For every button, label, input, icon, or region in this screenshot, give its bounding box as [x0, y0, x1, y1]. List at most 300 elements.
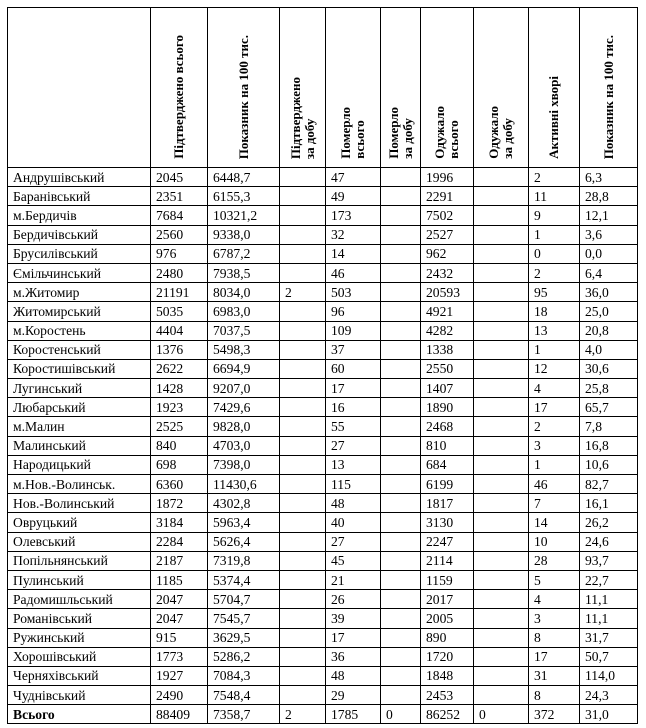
total-cell: 372: [529, 705, 580, 724]
table-cell: 28,8: [580, 187, 638, 206]
table-cell: [280, 455, 326, 474]
table-cell: [381, 494, 421, 513]
table-cell: [381, 647, 421, 666]
table-cell: 1773: [151, 647, 208, 666]
table-cell: 1: [529, 340, 580, 359]
table-cell: 9828,0: [208, 417, 280, 436]
table-cell: 5704,7: [208, 590, 280, 609]
table-cell: 14: [326, 244, 381, 263]
table-cell: 11430,6: [208, 475, 280, 494]
total-cell: 0: [474, 705, 529, 724]
table-cell: 6448,7: [208, 168, 280, 187]
total-cell: 1785: [326, 705, 381, 724]
table-cell: [474, 647, 529, 666]
table-cell: 10,6: [580, 455, 638, 474]
table-cell: 5626,4: [208, 532, 280, 551]
table-cell: [280, 168, 326, 187]
table-cell: 13: [326, 455, 381, 474]
total-cell: 88409: [151, 705, 208, 724]
total-cell: 7358,7: [208, 705, 280, 724]
table-cell: [474, 666, 529, 685]
table-cell: 2114: [421, 551, 474, 570]
district-name-cell: Ємільчинський: [8, 263, 151, 282]
table-cell: [381, 455, 421, 474]
table-cell: 2432: [421, 263, 474, 282]
table-cell: 46: [326, 263, 381, 282]
table-cell: 14: [529, 513, 580, 532]
table-cell: 8: [529, 686, 580, 705]
table-cell: [280, 244, 326, 263]
table-cell: [381, 340, 421, 359]
table-cell: 1720: [421, 647, 474, 666]
district-name-cell: Баранівський: [8, 187, 151, 206]
header-deaths-total: Померло всього: [326, 8, 381, 168]
table-cell: 5286,2: [208, 647, 280, 666]
table-cell: 2291: [421, 187, 474, 206]
table-cell: [280, 570, 326, 589]
table-row: [8, 379, 638, 398]
table-cell: [280, 666, 326, 685]
table-cell: [381, 551, 421, 570]
table-cell: 2622: [151, 359, 208, 378]
table-cell: 6983,0: [208, 302, 280, 321]
table-cell: [474, 244, 529, 263]
table-cell: 12: [529, 359, 580, 378]
table-cell: [280, 686, 326, 705]
table-cell: 2527: [421, 225, 474, 244]
district-name-cell: Олевський: [8, 532, 151, 551]
table-cell: 20,8: [580, 321, 638, 340]
district-name-cell: Романівський: [8, 609, 151, 628]
table-cell: [280, 628, 326, 647]
table-cell: 25,8: [580, 379, 638, 398]
table-cell: [280, 647, 326, 666]
table-cell: [381, 283, 421, 302]
table-row: [8, 513, 638, 532]
table-cell: 7938,5: [208, 263, 280, 282]
table-cell: [280, 187, 326, 206]
table-cell: 5374,4: [208, 570, 280, 589]
table-cell: 16: [326, 398, 381, 417]
table-cell: 2247: [421, 532, 474, 551]
table-cell: 0,0: [580, 244, 638, 263]
table-row: [8, 570, 638, 589]
table-cell: 40: [326, 513, 381, 532]
table-cell: 50,7: [580, 647, 638, 666]
table-cell: 503: [326, 283, 381, 302]
table-cell: 96: [326, 302, 381, 321]
table-cell: 31: [529, 666, 580, 685]
table-cell: 1407: [421, 379, 474, 398]
table-cell: 2005: [421, 609, 474, 628]
table-row: [8, 359, 638, 378]
table-cell: [381, 225, 421, 244]
district-name-cell: Бердичівський: [8, 225, 151, 244]
table-cell: 2187: [151, 551, 208, 570]
table-cell: 1376: [151, 340, 208, 359]
table-cell: 115: [326, 475, 381, 494]
table-row: [8, 475, 638, 494]
table-cell: [280, 475, 326, 494]
table-cell: 6,3: [580, 168, 638, 187]
district-name-cell: Лугинський: [8, 379, 151, 398]
table-cell: 45: [326, 551, 381, 570]
district-name-cell: Коростенський: [8, 340, 151, 359]
table-cell: 16,1: [580, 494, 638, 513]
table-row: [8, 417, 638, 436]
table-cell: 7: [529, 494, 580, 513]
table-cell: 26,2: [580, 513, 638, 532]
table-row: [8, 494, 638, 513]
table-cell: 2480: [151, 263, 208, 282]
table-cell: 3,6: [580, 225, 638, 244]
table-cell: 9207,0: [208, 379, 280, 398]
table-cell: 2: [529, 168, 580, 187]
table-cell: [474, 532, 529, 551]
table-cell: [280, 359, 326, 378]
table-cell: [280, 225, 326, 244]
table-cell: 684: [421, 455, 474, 474]
table-cell: [381, 628, 421, 647]
table-cell: 2351: [151, 187, 208, 206]
table-cell: [474, 570, 529, 589]
table-cell: [474, 263, 529, 282]
table-cell: 26: [326, 590, 381, 609]
table-cell: 3: [529, 436, 580, 455]
header-confirmed-total: Підтверджено всього: [151, 8, 208, 168]
header-corner: [8, 8, 151, 168]
table-cell: 4: [529, 379, 580, 398]
table-cell: 17: [529, 398, 580, 417]
table-cell: 24,3: [580, 686, 638, 705]
table-cell: 8034,0: [208, 283, 280, 302]
table-cell: 6787,2: [208, 244, 280, 263]
table-cell: 2490: [151, 686, 208, 705]
table-cell: 1428: [151, 379, 208, 398]
table-cell: 95: [529, 283, 580, 302]
table-cell: 2550: [421, 359, 474, 378]
table-cell: [381, 513, 421, 532]
table-cell: 17: [529, 647, 580, 666]
table-cell: 11,1: [580, 609, 638, 628]
table-cell: 4703,0: [208, 436, 280, 455]
table-cell: 8: [529, 628, 580, 647]
table-cell: 7037,5: [208, 321, 280, 340]
header-recovered-daily: Одужало за добу: [474, 8, 529, 168]
table-cell: [474, 417, 529, 436]
district-name-cell: Овруцький: [8, 513, 151, 532]
table-cell: 5: [529, 570, 580, 589]
table-cell: [280, 379, 326, 398]
table-cell: 10321,2: [208, 206, 280, 225]
header-row: [8, 8, 638, 168]
table-cell: [280, 321, 326, 340]
table-row: [8, 436, 638, 455]
table-cell: [474, 455, 529, 474]
table-cell: [474, 168, 529, 187]
table-cell: 1848: [421, 666, 474, 685]
table-cell: 2560: [151, 225, 208, 244]
table-cell: 48: [326, 494, 381, 513]
table-row: [8, 666, 638, 685]
table-cell: [280, 590, 326, 609]
table-cell: [280, 494, 326, 513]
table-row: [8, 340, 638, 359]
table-cell: [474, 609, 529, 628]
table-cell: 18: [529, 302, 580, 321]
header-recovered-total: Одужало всього: [421, 8, 474, 168]
table-cell: [381, 359, 421, 378]
table-cell: [381, 321, 421, 340]
table-cell: 7684: [151, 206, 208, 225]
table-cell: 7545,7: [208, 609, 280, 628]
table-cell: 11: [529, 187, 580, 206]
district-name-cell: Черняхівський: [8, 666, 151, 685]
table-cell: [280, 551, 326, 570]
table-cell: 962: [421, 244, 474, 263]
table-row: [8, 532, 638, 551]
table-cell: 1: [529, 455, 580, 474]
table-cell: [474, 686, 529, 705]
table-cell: 9: [529, 206, 580, 225]
table-row: [8, 455, 638, 474]
table-cell: 5498,3: [208, 340, 280, 359]
table-cell: [280, 340, 326, 359]
table-cell: 9338,0: [208, 225, 280, 244]
table-cell: 109: [326, 321, 381, 340]
table-row: [8, 647, 638, 666]
table-row: [8, 398, 638, 417]
table-cell: 27: [326, 532, 381, 551]
table-cell: 46: [529, 475, 580, 494]
district-name-cell: Ружинський: [8, 628, 151, 647]
table-cell: [474, 340, 529, 359]
table-cell: [381, 187, 421, 206]
table-cell: 1996: [421, 168, 474, 187]
table-cell: 2047: [151, 590, 208, 609]
table-cell: 2: [529, 263, 580, 282]
table-cell: 60: [326, 359, 381, 378]
table-cell: [474, 590, 529, 609]
table-cell: 27: [326, 436, 381, 455]
table-cell: 29: [326, 686, 381, 705]
table-cell: 36: [326, 647, 381, 666]
table-cell: 890: [421, 628, 474, 647]
table-cell: 25,0: [580, 302, 638, 321]
district-name-cell: Хорошівський: [8, 647, 151, 666]
table-cell: 1927: [151, 666, 208, 685]
table-row: [8, 225, 638, 244]
table-cell: 6360: [151, 475, 208, 494]
district-name-cell: Пулинський: [8, 570, 151, 589]
table-row: [8, 628, 638, 647]
table-row: [8, 551, 638, 570]
table-cell: [474, 628, 529, 647]
table-cell: 4302,8: [208, 494, 280, 513]
table-cell: 1923: [151, 398, 208, 417]
table-row: [8, 263, 638, 282]
table-row: [8, 168, 638, 187]
table-cell: [381, 206, 421, 225]
district-name-cell: Чуднівський: [8, 686, 151, 705]
table-cell: 2047: [151, 609, 208, 628]
header-rate-per-100k: Показник на 100 тис.: [208, 8, 280, 168]
table-row: [8, 244, 638, 263]
table-cell: 4: [529, 590, 580, 609]
table-cell: 31,7: [580, 628, 638, 647]
table-cell: 976: [151, 244, 208, 263]
table-cell: 21191: [151, 283, 208, 302]
district-name-cell: Радомишльський: [8, 590, 151, 609]
district-name-cell: Народицький: [8, 455, 151, 474]
total-row: [8, 705, 638, 724]
table-cell: 4921: [421, 302, 474, 321]
header-active-rate-per-100k: Показник на 100 тис.: [580, 8, 638, 168]
district-name-cell: м.Малин: [8, 417, 151, 436]
table-cell: 10: [529, 532, 580, 551]
table-cell: [381, 590, 421, 609]
table-cell: 2453: [421, 686, 474, 705]
table-cell: 55: [326, 417, 381, 436]
table-cell: [474, 475, 529, 494]
table-cell: [474, 302, 529, 321]
table-cell: 2284: [151, 532, 208, 551]
table-cell: 6199: [421, 475, 474, 494]
table-cell: [474, 225, 529, 244]
table-cell: [280, 417, 326, 436]
district-name-cell: м.Житомир: [8, 283, 151, 302]
table-cell: 7319,8: [208, 551, 280, 570]
table-cell: 30,6: [580, 359, 638, 378]
table-row: [8, 206, 638, 225]
table-cell: 16,8: [580, 436, 638, 455]
table-cell: 6694,9: [208, 359, 280, 378]
total-label: Всього: [8, 705, 151, 724]
table-cell: 3130: [421, 513, 474, 532]
table-row: [8, 686, 638, 705]
table-cell: 1159: [421, 570, 474, 589]
table-cell: [474, 551, 529, 570]
table-cell: 7,8: [580, 417, 638, 436]
header-active-cases: Активні хворі: [529, 8, 580, 168]
table-cell: [381, 570, 421, 589]
table-cell: 24,6: [580, 532, 638, 551]
table-cell: [381, 398, 421, 417]
table-cell: 7398,0: [208, 455, 280, 474]
table-row: [8, 187, 638, 206]
total-cell: 0: [381, 705, 421, 724]
table-cell: 2: [280, 283, 326, 302]
covid-stats-table: [7, 7, 638, 724]
table-cell: 1890: [421, 398, 474, 417]
table-cell: 840: [151, 436, 208, 455]
table-cell: 17: [326, 628, 381, 647]
table-cell: 1338: [421, 340, 474, 359]
table-row: [8, 590, 638, 609]
table-cell: 11,1: [580, 590, 638, 609]
table-cell: 2525: [151, 417, 208, 436]
table-cell: [381, 686, 421, 705]
table-cell: [474, 398, 529, 417]
table-cell: [474, 187, 529, 206]
table-cell: 0: [529, 244, 580, 263]
table-cell: [381, 532, 421, 551]
table-cell: 915: [151, 628, 208, 647]
table-cell: 1817: [421, 494, 474, 513]
table-cell: 22,7: [580, 570, 638, 589]
table-cell: [474, 513, 529, 532]
district-name-cell: Житомирський: [8, 302, 151, 321]
table-cell: [280, 436, 326, 455]
table-cell: 7548,4: [208, 686, 280, 705]
table-cell: [381, 436, 421, 455]
table-cell: 37: [326, 340, 381, 359]
table-cell: 7429,6: [208, 398, 280, 417]
district-name-cell: м.Бердичів: [8, 206, 151, 225]
table-cell: [280, 206, 326, 225]
total-cell: 31,0: [580, 705, 638, 724]
table-cell: 7084,3: [208, 666, 280, 685]
table-cell: [280, 398, 326, 417]
table-cell: [474, 494, 529, 513]
table-cell: 36,0: [580, 283, 638, 302]
table-cell: 1872: [151, 494, 208, 513]
table-cell: 4404: [151, 321, 208, 340]
table-cell: 65,7: [580, 398, 638, 417]
table-cell: 20593: [421, 283, 474, 302]
table-cell: 4,0: [580, 340, 638, 359]
table-cell: 2468: [421, 417, 474, 436]
table-row: [8, 321, 638, 340]
table-cell: [381, 609, 421, 628]
table-cell: 6155,3: [208, 187, 280, 206]
table-cell: 5963,4: [208, 513, 280, 532]
table-cell: [280, 302, 326, 321]
table-cell: 6,4: [580, 263, 638, 282]
table-cell: [474, 379, 529, 398]
district-name-cell: Андрушівський: [8, 168, 151, 187]
table-cell: 47: [326, 168, 381, 187]
table-cell: [474, 436, 529, 455]
table-cell: 7502: [421, 206, 474, 225]
table-cell: 2017: [421, 590, 474, 609]
table-cell: [381, 666, 421, 685]
table-cell: [381, 475, 421, 494]
table-cell: [474, 359, 529, 378]
district-name-cell: Любарський: [8, 398, 151, 417]
table-cell: 2: [529, 417, 580, 436]
table-cell: [381, 417, 421, 436]
table-cell: 93,7: [580, 551, 638, 570]
table-cell: 2045: [151, 168, 208, 187]
table-cell: 21: [326, 570, 381, 589]
district-name-cell: Нов.-Волинський: [8, 494, 151, 513]
table-cell: 28: [529, 551, 580, 570]
table-cell: [474, 283, 529, 302]
table-cell: 173: [326, 206, 381, 225]
table-cell: 82,7: [580, 475, 638, 494]
table-cell: 3629,5: [208, 628, 280, 647]
table-cell: 13: [529, 321, 580, 340]
table-cell: 32: [326, 225, 381, 244]
header-confirmed-daily: Підтверджено за добу: [280, 8, 326, 168]
total-cell: 2: [280, 705, 326, 724]
table-cell: 4282: [421, 321, 474, 340]
table-cell: [280, 513, 326, 532]
table-cell: 698: [151, 455, 208, 474]
table-cell: 39: [326, 609, 381, 628]
table-cell: [280, 532, 326, 551]
